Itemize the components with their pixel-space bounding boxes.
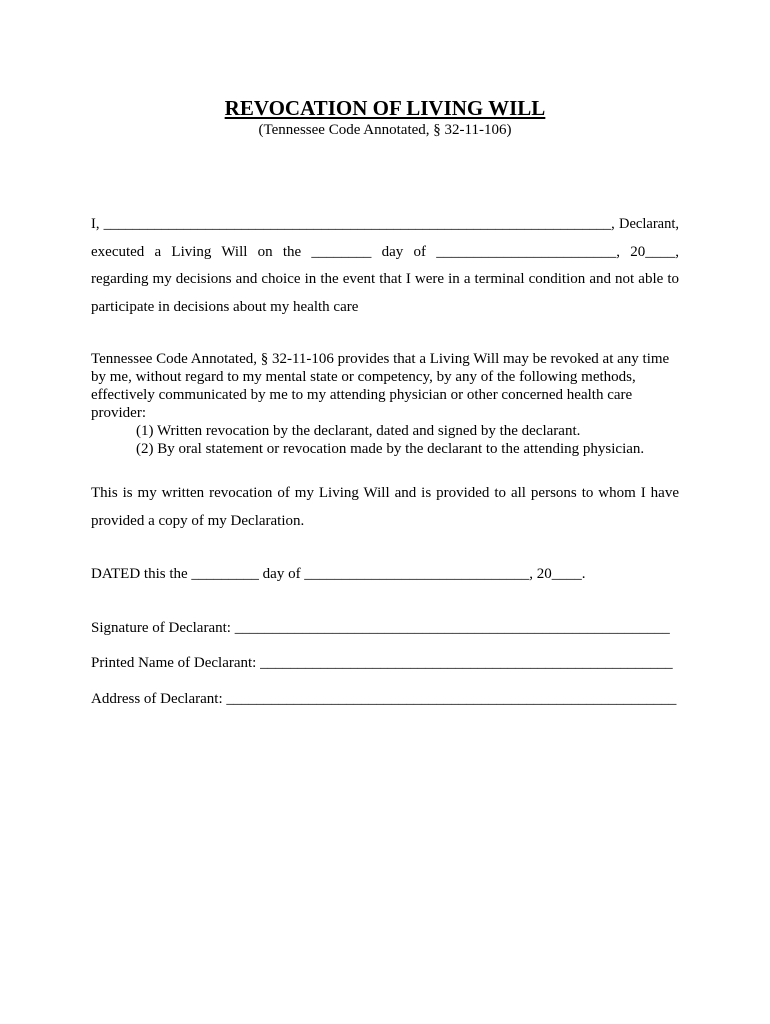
- document-subtitle: (Tennessee Code Annotated, § 32-11-106): [258, 122, 512, 138]
- method-item-2: (2) By oral statement or revocation made by the declarant to the attending physician.: [136, 441, 645, 457]
- revocation-statement-line-1: This is my written revocation of my Living Will and is provided to all persons to whom I have: [91, 485, 679, 501]
- printed-name-field: Printed Name of Declarant: _______________________________________________________: [91, 655, 673, 671]
- document-title: REVOCATION OF LIVING WILL: [224, 96, 546, 120]
- code-text-line-1: Tennessee Code Annotated, § 32-11-106 provides that a Living Will may be revoked at any time: [91, 351, 670, 367]
- code-text-line-4: provider:: [91, 405, 146, 421]
- signature-field: Signature of Declarant: __________________________________________________________: [91, 620, 670, 636]
- executed-line: executed a Living Will on the ________ day of ________________________, 20____,: [91, 244, 679, 260]
- address-field: Address of Declarant: ____________________________________________________________: [91, 691, 677, 707]
- dated-line: DATED this the _________ day of ______________________________, 20____.: [91, 566, 586, 582]
- method-item-1: (1) Written revocation by the declarant, dated and signed by the declarant.: [136, 423, 581, 439]
- regarding-line: regarding my decisions and choice in the event that I were in a terminal condition and not able to: [91, 271, 679, 287]
- participate-line: participate in decisions about my health care: [91, 299, 359, 315]
- declarant-line: I, ______________________________________________________________________, Declarant,: [91, 216, 679, 232]
- code-text-line-2: by me, without regard to my mental state or competency, by any of the following methods,: [91, 369, 636, 385]
- revocation-statement-line-2: provided a copy of my Declaration.: [91, 513, 305, 529]
- code-text-line-3: effectively communicated by me to my attending physician or other concerned health care: [91, 387, 633, 403]
